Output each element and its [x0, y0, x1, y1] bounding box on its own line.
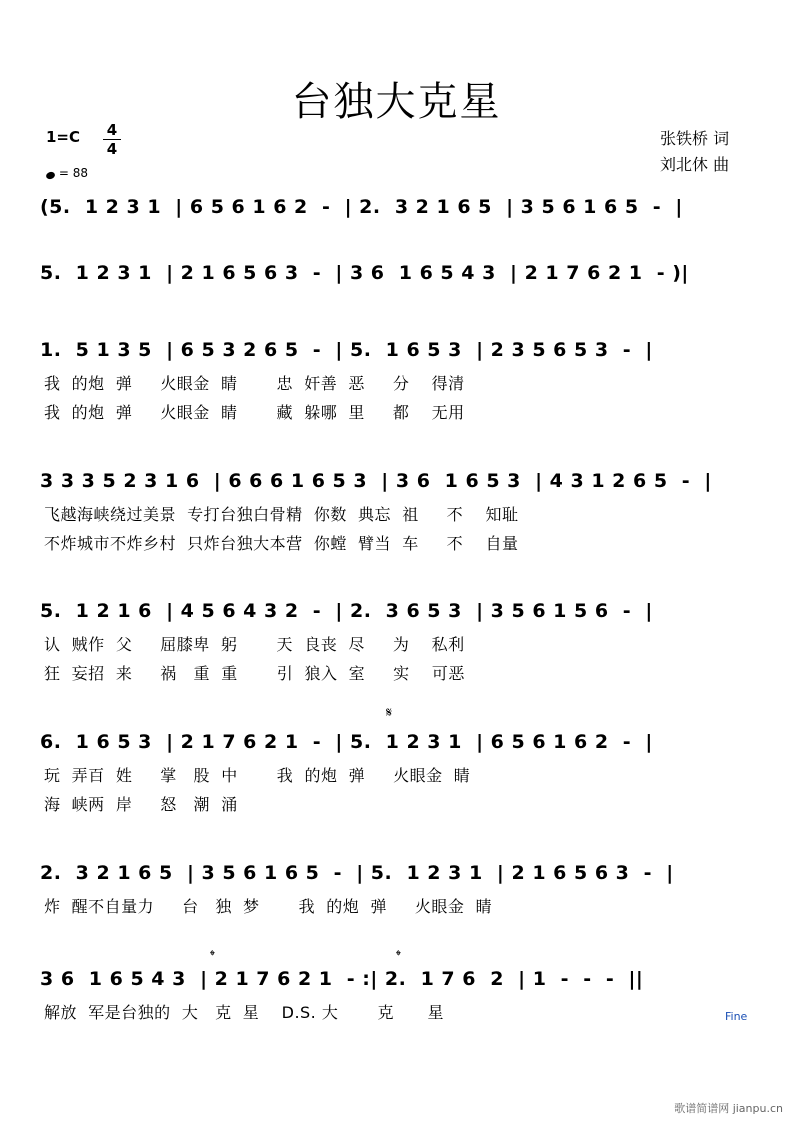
lyric-row-8-verse-1: 解放 军是台独的 大 克 星 D.S. 大 克 星	[44, 1003, 444, 1022]
lyricist-credit: 张铁桥 词	[660, 129, 730, 148]
time-signature	[103, 122, 121, 157]
score-row-8: 3 6 1 6 5 4 3 | 2 1 7 6 2 1 - :| 2. 1 7 6 2 | 1 - - - ||	[40, 968, 644, 990]
page-title: 台独大克星	[291, 79, 502, 125]
quarter-note-icon	[45, 171, 56, 181]
lyric-row-6-verse-2: 海 峡两 岸 怒 潮 涌	[44, 795, 238, 814]
lyric-row-3-verse-2: 我 的炮 弹 火眼金 睛 藏 躲哪 里 都 无用	[44, 403, 465, 422]
tempo-marking	[46, 166, 88, 180]
lyric-row-7-verse-1: 炸 醒不自量力 台 独 梦 我 的炮 弹 火眼金 睛	[44, 897, 493, 916]
lyric-row-6-verse-1: 玩 弄百 姓 掌 股 中 我 的炮 弹 火眼金 睛	[44, 766, 471, 785]
score-row-2: 5. 1 2 3 1 | 2 1 6 5 6 3 - | 3 6 1 6 5 4 3 | 2 1 7 6 2 1 - )|	[40, 262, 689, 284]
lyric-row-5-verse-2: 狂 妄招 来 祸 重 重 引 狼入 室 实 可恶	[44, 664, 465, 683]
watermark: 歌谱简谱网 jianpu.cn	[674, 1102, 783, 1115]
time-signature-bottom: 4	[106, 140, 118, 158]
composer-credit: 刘北休 曲	[660, 155, 730, 174]
score-row-5: 5. 1 2 1 6 | 4 5 6 4 3 2 - | 2. 3 6 5 3 | 3 5 6 1 5 6 - |	[40, 600, 653, 622]
segno-icon: 𝄋	[386, 705, 393, 721]
score-row-7: 2. 3 2 1 6 5 | 3 5 6 1 6 5 - | 5. 1 2 3 1 | 2 1 6 5 6 3 - |	[40, 862, 674, 884]
score-row-1: (5. 1 2 3 1 | 6 5 6 1 6 2 - | 2. 3 2 1 6 5 | 3 5 6 1 6 5 - |	[40, 196, 683, 218]
key-signature: 1=C	[46, 128, 81, 146]
coda-icon: 𝄌	[210, 948, 215, 964]
tempo-value: = 88	[58, 166, 88, 180]
lyric-row-4-verse-2: 不炸城市不炸乡村 只炸台独大本营 你螳 臂当 车 不 自量	[44, 534, 519, 553]
lyric-row-5-verse-1: 认 贼作 父 屈膝卑 躬 天 良丧 尽 为 私利	[44, 635, 465, 654]
score-row-3: 1. 5 1 3 5 | 6 5 3 2 6 5 - | 5. 1 6 5 3 | 2 3 5 6 5 3 - |	[40, 339, 653, 361]
fine-marking: Fine	[725, 1010, 748, 1023]
time-signature-top: 4	[106, 121, 118, 139]
lyric-row-3-verse-1: 我 的炮 弹 火眼金 睛 忠 奸善 恶 分 得清	[44, 374, 465, 393]
lyric-row-4-verse-1: 飞越海峡绕过美景 专打台独白骨精 你数 典忘 祖 不 知耻	[44, 505, 519, 524]
score-row-6: 6. 1 6 5 3 | 2 1 7 6 2 1 - | 5. 1 2 3 1 | 6 5 6 1 6 2 - |	[40, 731, 653, 753]
coda-icon-2: 𝄌	[396, 948, 401, 964]
score-row-4: 3 3 3 5 2 3 1 6 | 6 6 6 1 6 5 3 | 3 6 1 6 5 3 | 4 3 1 2 6 5 - |	[40, 470, 712, 492]
